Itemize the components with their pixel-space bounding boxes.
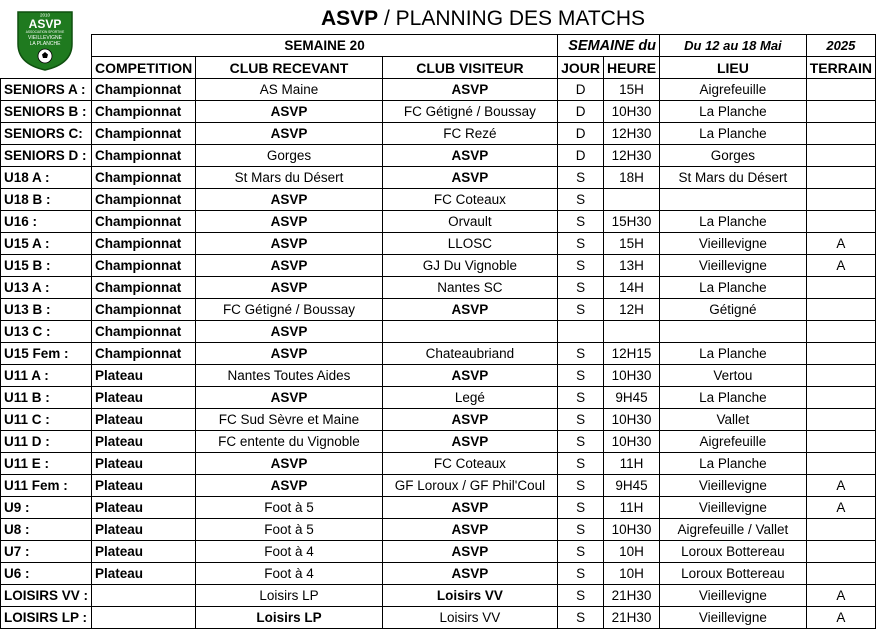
category-cell: U15 B : — [1, 255, 92, 277]
logo-town1: VIEILLEVIGNE — [28, 35, 62, 41]
category-cell: SENIORS A : — [1, 79, 92, 101]
header-time: HEURE — [604, 57, 660, 79]
home-club-cell: FC entente du Vignoble — [196, 431, 382, 453]
place-cell: Vieillevigne — [660, 475, 807, 497]
table-row — [1, 321, 876, 343]
away-club-cell: ASVP — [382, 79, 557, 101]
home-club-cell: AS Maine — [196, 79, 382, 101]
home-club-cell: ASVP — [196, 453, 382, 475]
field-cell: A — [806, 497, 875, 519]
table-row — [1, 453, 876, 475]
category-cell: U11 D : — [1, 431, 92, 453]
category-cell: U11 E : — [1, 453, 92, 475]
place-cell: Vertou — [660, 365, 807, 387]
week-label: SEMAINE 20 — [92, 35, 558, 57]
competition-cell: Championnat — [92, 79, 196, 101]
category-cell: U11 Fem : — [1, 475, 92, 497]
logo-sub: ASSOCIATION SPORTIVE — [25, 30, 65, 34]
day-cell: D — [558, 79, 604, 101]
match-rows — [1, 79, 876, 629]
field-cell — [806, 409, 875, 431]
header-empty — [1, 57, 92, 79]
table-row — [1, 607, 876, 629]
competition-cell: Championnat — [92, 211, 196, 233]
field-cell: A — [806, 255, 875, 277]
away-club-cell: ASVP — [382, 299, 557, 321]
day-cell: D — [558, 101, 604, 123]
logo-year: 2010 — [39, 12, 51, 18]
place-cell: Aigrefeuille — [660, 431, 807, 453]
away-club-cell: FC Coteaux — [382, 189, 557, 211]
day-cell: S — [558, 541, 604, 563]
time-cell: 12H15 — [604, 343, 660, 365]
category-cell: LOISIRS LP : — [1, 607, 92, 629]
place-cell: Aigrefeuille / Vallet — [660, 519, 807, 541]
header-field: TERRAIN — [806, 57, 875, 79]
place-cell: St Mars du Désert — [660, 167, 807, 189]
day-cell: D — [558, 123, 604, 145]
place-cell: Vallet — [660, 409, 807, 431]
day-cell: S — [558, 233, 604, 255]
home-club-cell: Loisirs LP — [196, 585, 382, 607]
table-row — [1, 541, 876, 563]
table-row — [1, 255, 876, 277]
competition-cell: Plateau — [92, 387, 196, 409]
place-cell: Loroux Bottereau — [660, 541, 807, 563]
category-cell: U7 : — [1, 541, 92, 563]
away-club-cell: Loisirs VV — [382, 607, 557, 629]
time-cell: 15H — [604, 233, 660, 255]
away-club-cell: ASVP — [382, 541, 557, 563]
time-cell: 10H30 — [604, 365, 660, 387]
home-club-cell: Loisirs LP — [196, 607, 382, 629]
field-cell — [806, 145, 875, 167]
away-club-cell: ASVP — [382, 167, 557, 189]
home-club-cell: St Mars du Désert — [196, 167, 382, 189]
table-row — [1, 167, 876, 189]
field-cell — [806, 431, 875, 453]
table-row — [1, 233, 876, 255]
competition-cell: Plateau — [92, 365, 196, 387]
away-club-cell: GJ Du Vignoble — [382, 255, 557, 277]
field-cell — [806, 79, 875, 101]
category-cell: U16 : — [1, 211, 92, 233]
away-club-cell: Loisirs VV — [382, 585, 557, 607]
place-cell: Gétigné — [660, 299, 807, 321]
away-club-cell: FC Coteaux — [382, 453, 557, 475]
field-cell — [806, 321, 875, 343]
day-cell: D — [558, 145, 604, 167]
field-cell — [806, 519, 875, 541]
field-cell: A — [806, 475, 875, 497]
competition-cell: Championnat — [92, 167, 196, 189]
away-club-cell — [382, 321, 557, 343]
home-club-cell: ASVP — [196, 475, 382, 497]
table-row — [1, 211, 876, 233]
category-cell: SENIORS D : — [1, 145, 92, 167]
time-cell: 12H — [604, 299, 660, 321]
time-cell: 10H — [604, 541, 660, 563]
time-cell: 9H45 — [604, 475, 660, 497]
competition-cell: Championnat — [92, 255, 196, 277]
competition-cell: Championnat — [92, 123, 196, 145]
field-cell — [806, 387, 875, 409]
home-club-cell: ASVP — [196, 233, 382, 255]
category-cell: U15 A : — [1, 233, 92, 255]
place-cell: La Planche — [660, 211, 807, 233]
day-cell: S — [558, 211, 604, 233]
competition-cell: Championnat — [92, 299, 196, 321]
field-cell — [806, 453, 875, 475]
header-home: CLUB RECEVANT — [196, 57, 382, 79]
competition-cell: Championnat — [92, 233, 196, 255]
time-cell: 10H30 — [604, 101, 660, 123]
day-cell: S — [558, 453, 604, 475]
competition-cell: Plateau — [92, 475, 196, 497]
home-club-cell: ASVP — [196, 101, 382, 123]
competition-cell: Championnat — [92, 101, 196, 123]
table-row — [1, 519, 876, 541]
table-row — [1, 343, 876, 365]
day-cell: S — [558, 497, 604, 519]
field-cell — [806, 299, 875, 321]
category-cell: U6 : — [1, 563, 92, 585]
category-cell: U18 B : — [1, 189, 92, 211]
away-club-cell: ASVP — [382, 409, 557, 431]
time-cell: 10H30 — [604, 431, 660, 453]
table-row — [1, 299, 876, 321]
home-club-cell: Foot à 5 — [196, 519, 382, 541]
table-row — [1, 387, 876, 409]
home-club-cell: FC Sud Sèvre et Maine — [196, 409, 382, 431]
field-cell — [806, 211, 875, 233]
table-row — [1, 365, 876, 387]
logo-town2: LA PLANCHE — [29, 41, 61, 47]
place-cell: Vieillevigne — [660, 585, 807, 607]
away-club-cell: GF Loroux / GF Phil'Coul — [382, 475, 557, 497]
away-club-cell: LLOSC — [382, 233, 557, 255]
day-cell: S — [558, 409, 604, 431]
table-row — [1, 497, 876, 519]
table-row — [1, 145, 876, 167]
field-cell — [806, 343, 875, 365]
away-club-cell: ASVP — [382, 145, 557, 167]
away-club-cell: ASVP — [382, 431, 557, 453]
away-club-cell: Legé — [382, 387, 557, 409]
category-cell: SENIORS B : — [1, 101, 92, 123]
away-club-cell: Nantes SC — [382, 277, 557, 299]
place-cell: Aigrefeuille — [660, 79, 807, 101]
table-row — [1, 79, 876, 101]
field-cell: A — [806, 585, 875, 607]
home-club-cell: ASVP — [196, 123, 382, 145]
time-cell: 10H — [604, 563, 660, 585]
time-cell: 15H — [604, 79, 660, 101]
competition-cell: Plateau — [92, 453, 196, 475]
place-cell: Loroux Bottereau — [660, 563, 807, 585]
week-semaine-du: SEMAINE du — [558, 35, 660, 57]
day-cell: S — [558, 387, 604, 409]
time-cell: 21H30 — [604, 585, 660, 607]
home-club-cell: FC Gétigné / Boussay — [196, 299, 382, 321]
header-row — [1, 57, 876, 79]
time-cell: 14H — [604, 277, 660, 299]
field-cell — [806, 123, 875, 145]
competition-cell: Plateau — [92, 431, 196, 453]
place-cell: Gorges — [660, 145, 807, 167]
place-cell: La Planche — [660, 123, 807, 145]
table-row — [1, 101, 876, 123]
home-club-cell: Foot à 4 — [196, 541, 382, 563]
away-club-cell: Chateaubriand — [382, 343, 557, 365]
match-table — [0, 34, 876, 629]
field-cell: A — [806, 233, 875, 255]
category-cell: U13 B : — [1, 299, 92, 321]
place-cell: La Planche — [660, 453, 807, 475]
competition-cell — [92, 585, 196, 607]
table-row — [1, 475, 876, 497]
category-cell: U9 : — [1, 497, 92, 519]
time-cell — [604, 321, 660, 343]
header-place: LIEU — [660, 57, 807, 79]
page-title — [90, 4, 876, 34]
time-cell: 9H45 — [604, 387, 660, 409]
home-club-cell: ASVP — [196, 277, 382, 299]
field-cell — [806, 365, 875, 387]
away-club-cell: ASVP — [382, 497, 557, 519]
category-cell: U11 B : — [1, 387, 92, 409]
category-cell: U13 A : — [1, 277, 92, 299]
competition-cell: Plateau — [92, 519, 196, 541]
place-cell — [660, 321, 807, 343]
table-row — [1, 585, 876, 607]
place-cell: La Planche — [660, 343, 807, 365]
week-row — [1, 35, 876, 57]
home-club-cell: ASVP — [196, 387, 382, 409]
home-club-cell: Gorges — [196, 145, 382, 167]
home-club-cell: ASVP — [196, 343, 382, 365]
field-cell — [806, 541, 875, 563]
day-cell: S — [558, 299, 604, 321]
competition-cell: Plateau — [92, 563, 196, 585]
title-main: ASVP — [320, 7, 379, 30]
time-cell: 18H — [604, 167, 660, 189]
competition-cell: Championnat — [92, 277, 196, 299]
place-cell: La Planche — [660, 277, 807, 299]
category-cell: U8 : — [1, 519, 92, 541]
day-cell: S — [558, 607, 604, 629]
competition-cell: Championnat — [92, 189, 196, 211]
table-row — [1, 409, 876, 431]
logo-cell — [1, 35, 92, 57]
competition-cell: Championnat — [92, 145, 196, 167]
category-cell: U11 A : — [1, 365, 92, 387]
home-club-cell: ASVP — [196, 321, 382, 343]
away-club-cell: ASVP — [382, 519, 557, 541]
header-competition: COMPETITION — [92, 57, 196, 79]
place-cell — [660, 189, 807, 211]
field-cell — [806, 189, 875, 211]
time-cell: 13H — [604, 255, 660, 277]
day-cell: S — [558, 475, 604, 497]
home-club-cell: ASVP — [196, 255, 382, 277]
category-cell: SENIORS C: — [1, 123, 92, 145]
time-cell: 12H30 — [604, 145, 660, 167]
category-cell: U15 Fem : — [1, 343, 92, 365]
competition-cell: Championnat — [92, 343, 196, 365]
away-club-cell: Orvault — [382, 211, 557, 233]
day-cell: S — [558, 343, 604, 365]
away-club-cell: FC Gétigné / Boussay — [382, 101, 557, 123]
place-cell: La Planche — [660, 101, 807, 123]
away-club-cell: ASVP — [382, 563, 557, 585]
time-cell: 12H30 — [604, 123, 660, 145]
time-cell: 10H30 — [604, 409, 660, 431]
competition-cell — [92, 607, 196, 629]
home-club-cell: ASVP — [196, 189, 382, 211]
logo-title: ASVP — [28, 17, 62, 31]
table-row — [1, 123, 876, 145]
category-cell: U13 C : — [1, 321, 92, 343]
header-day: JOUR — [558, 57, 604, 79]
place-cell: Vieillevigne — [660, 255, 807, 277]
home-club-cell: Nantes Toutes Aides — [196, 365, 382, 387]
day-cell: S — [558, 167, 604, 189]
table-row — [1, 563, 876, 585]
competition-cell: Plateau — [92, 409, 196, 431]
place-cell: La Planche — [660, 387, 807, 409]
away-club-cell: ASVP — [382, 365, 557, 387]
time-cell: 21H30 — [604, 607, 660, 629]
time-cell: 11H — [604, 497, 660, 519]
place-cell: Vieillevigne — [660, 607, 807, 629]
time-cell — [604, 189, 660, 211]
field-cell — [806, 563, 875, 585]
time-cell: 10H30 — [604, 519, 660, 541]
day-cell: S — [558, 431, 604, 453]
place-cell: Vieillevigne — [660, 497, 807, 519]
table-row — [1, 189, 876, 211]
day-cell: S — [558, 277, 604, 299]
day-cell — [558, 321, 604, 343]
day-cell: S — [558, 585, 604, 607]
time-cell: 11H — [604, 453, 660, 475]
home-club-cell: Foot à 5 — [196, 497, 382, 519]
field-cell — [806, 167, 875, 189]
day-cell: S — [558, 365, 604, 387]
time-cell: 15H30 — [604, 211, 660, 233]
field-cell — [806, 277, 875, 299]
day-cell: S — [558, 563, 604, 585]
place-cell: Vieillevigne — [660, 233, 807, 255]
title-rest: / PLANNING DES MATCHS — [378, 7, 645, 30]
home-club-cell: Foot à 4 — [196, 563, 382, 585]
competition-cell: Plateau — [92, 541, 196, 563]
category-cell: LOISIRS VV : — [1, 585, 92, 607]
competition-cell: Plateau — [92, 497, 196, 519]
competition-cell: Championnat — [92, 321, 196, 343]
table-row — [1, 277, 876, 299]
week-year: 2025 — [806, 35, 875, 57]
table-row — [1, 431, 876, 453]
field-cell: A — [806, 607, 875, 629]
category-cell: U18 A : — [1, 167, 92, 189]
field-cell — [806, 101, 875, 123]
week-dates: Du 12 au 18 Mai — [660, 35, 807, 57]
day-cell: S — [558, 189, 604, 211]
category-cell: U11 C : — [1, 409, 92, 431]
header-away: CLUB VISITEUR — [382, 57, 557, 79]
home-club-cell: ASVP — [196, 211, 382, 233]
day-cell: S — [558, 519, 604, 541]
day-cell: S — [558, 255, 604, 277]
away-club-cell: FC Rezé — [382, 123, 557, 145]
